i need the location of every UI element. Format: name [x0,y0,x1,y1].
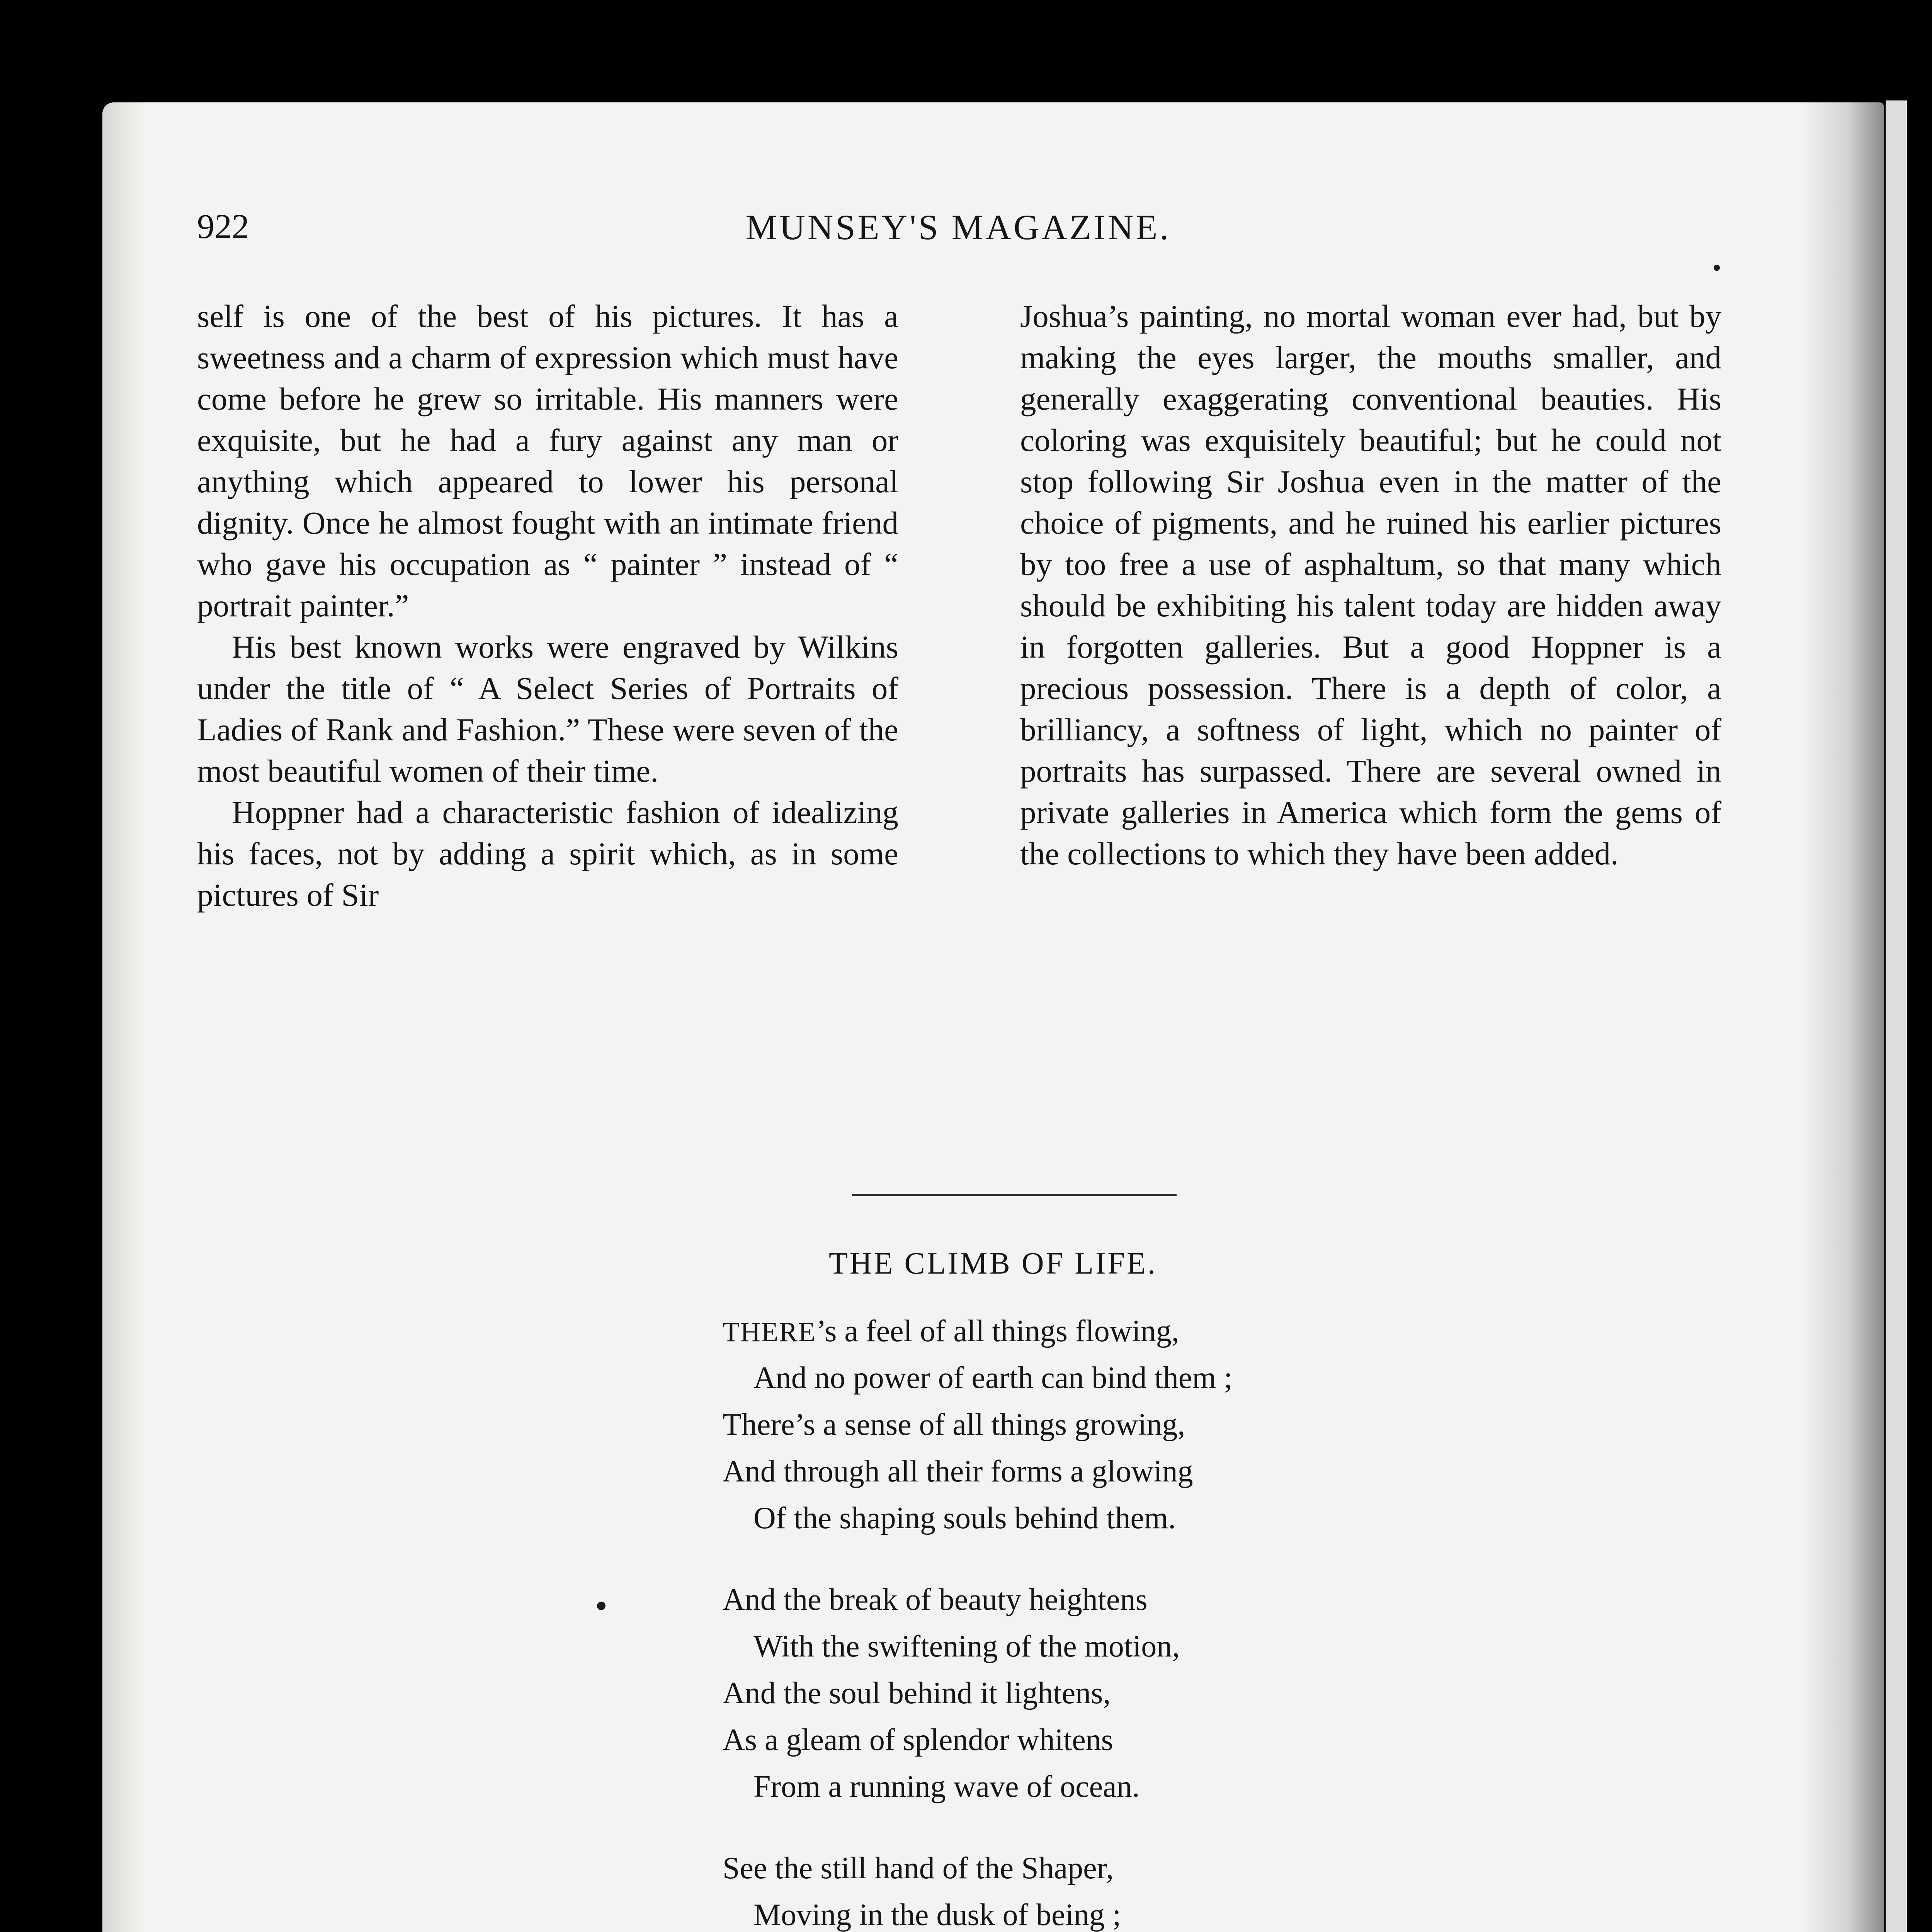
section-divider [852,1194,1177,1196]
magazine-title: MUNSEY'S MAGAZINE. [745,207,1171,247]
poem-body [723,1308,1727,1932]
stanza-break [723,1810,1727,1845]
poem-line: With the swiftening of the motion, [753,1629,1180,1663]
page-number: 922 [197,207,249,246]
article-paragraph: self is one of the best of his pictures. It has a sweetness and a charm of expression which must have come before he grew so irritable. His manners were exquisite, but he had a fury against any man or anything which appeared to lower his personal dignity. Once he almost fought with an intimate friend who gave his occupation as “ painter ” instead of “ portrait painter.” [197,298,898,623]
poem-title: THE CLIMB OF LIFE. [829,1247,1157,1281]
poem-line: Moving in the dusk of being ; [753,1898,1121,1932]
article-column-right [1020,296,1721,874]
poem-line: Of the shaping souls behind them. [753,1501,1176,1535]
article-column-left [197,296,898,916]
article-paragraph: Hoppner had a characteristic fashion of idealizing his faces, not by adding a spirit which, as in some pictures of Sir [197,794,898,913]
poem-line: From a running wave of ocean. [753,1770,1140,1804]
article-paragraph: Joshua’s painting, no mortal woman ever had, but by making the eyes larger, the mouths smaller, and generally exaggerating conventional beauties. His coloring was exquisitely beautiful; but he could not stop following Sir Joshua even in the matter of the choice of pigments, and he ruined his earlier pictures by too free a use of asphaltum, so that many which should be exhibiting his talent today are hidden away in forgotten galleries. But a good Hoppner is a precious possession. There is a depth of color, a brilliancy, a softness of light, which no painter of portraits has surpassed. There are several owned in private galleries in America which form the gems of the collections to which they have been added. [1020,298,1721,871]
poem-line: And through all their forms a glowing [723,1454,1193,1488]
page-edge [102,102,145,1932]
poem-line: THERE’s a feel of all things flowing, [723,1314,1179,1348]
poem-line: And the break of beauty heightens [723,1583,1148,1617]
poem-line: And the soul behind it lightens, [723,1676,1111,1710]
stanza-break [723,1542,1727,1577]
magazine-page [102,102,1884,1932]
book-spine [1886,100,1907,1932]
page-header [197,207,1719,261]
print-speck [597,1602,605,1610]
gutter-shadow [1803,102,1884,1932]
article-paragraph: His best known works were engraved by Wilkins under the title of “ A Select Series of Portraits of Ladies of Rank and Fashion.” These were seven of the most beautiful women of their time. [197,629,898,789]
poem-line: As a gleam of splendor whitens [723,1723,1113,1757]
poem-line: See the still hand of the Shaper, [723,1851,1114,1885]
poem-line: There’s a sense of all things growing, [723,1408,1185,1442]
poem-first-word: THERE [723,1316,816,1347]
poem-line: And no power of earth can bind them ; [753,1361,1233,1395]
print-speck [1714,265,1720,271]
